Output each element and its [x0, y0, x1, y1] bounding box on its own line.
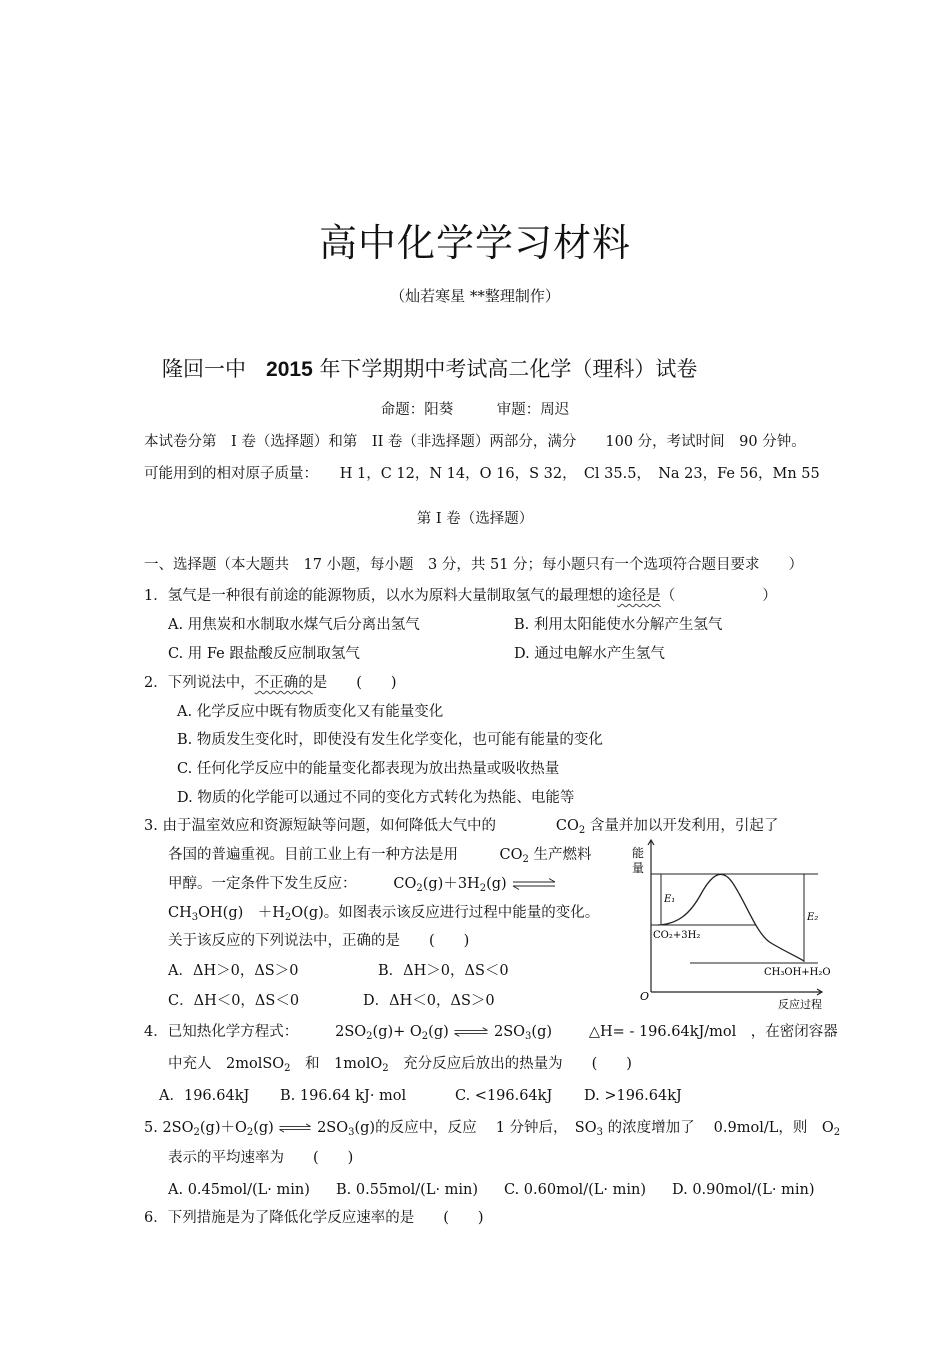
q4-so2: 2SO — [335, 1024, 367, 1040]
q1-stem-paren: （ ） — [660, 588, 777, 604]
q4-option-a: A．196.64kJ — [159, 1088, 250, 1104]
q5-o2-sub: 2 — [246, 1127, 254, 1138]
q4-line-1 — [144, 1023, 838, 1046]
q5-option-d: D. 0.90mol/(L· min) — [672, 1182, 815, 1198]
q3-reactant-end: (g) — [486, 876, 507, 892]
section1-heading: 一、选择题（本大题共 17 小题，每小题 3 分，共 51 分；每小题只有一个选项符合题目要求 ） — [144, 557, 804, 573]
energy-diagram — [626, 838, 838, 1014]
q4-enthalpy: △H= - 196.64kJ/mol ，在密闭容器 — [588, 1024, 838, 1040]
q4-so3: 2SO — [493, 1024, 526, 1040]
q3-reactant: CO — [393, 876, 417, 892]
q5-option-c: C. 0.60mol/(L· min) — [504, 1182, 646, 1198]
q5-so2-sub: 2 — [193, 1127, 200, 1138]
q3-line-3-text: 甲醇。一定条件下发生反应： — [168, 876, 357, 892]
diagram-y-label-1: 能 — [632, 846, 645, 860]
q1-option-d: D. 通过电解水产生氢气 — [514, 646, 665, 662]
q5-line-2: 表示的平均速率为 ( ) — [168, 1150, 354, 1166]
q5-equilibrium-arrow-icon — [278, 1122, 312, 1134]
diagram-e2-label: E₂ — [807, 912, 819, 923]
q3-line-2-co2: CO — [499, 847, 523, 863]
q4-line-2-mid: 和 1molO — [290, 1056, 383, 1072]
q4-so3-sub: 3 — [525, 1031, 532, 1042]
q3-reactant-sub: 2 — [416, 883, 423, 894]
q4-option-b: B. 196.64 kJ· mol — [280, 1088, 407, 1104]
part1-title: 第 I 卷（选择题） — [416, 511, 534, 527]
diagram-e1-label: E₁ — [664, 894, 676, 905]
q3-product-h2-sub: 2 — [284, 912, 292, 923]
q4-line-2-sub1: 2 — [284, 1063, 291, 1074]
document-title: 高中化学学习材料 — [318, 221, 631, 265]
q5-so3: 2SO — [317, 1120, 349, 1136]
q6-stem: 6．下列措施是为了降低化学反应速率的是 ( ) — [144, 1210, 484, 1226]
q3-line-2-rest: 生产燃料 — [528, 847, 592, 863]
q4-equilibrium-arrow-icon — [453, 1026, 489, 1038]
q3-line-1-rest: 含量并加以开发利用，引起了 — [585, 818, 779, 834]
q5-o2: (g)＋O — [199, 1120, 247, 1136]
equilibrium-arrow-icon — [511, 878, 557, 890]
q3-h2-sub: 2 — [479, 883, 487, 894]
q4-option-d: D. >196.64kJ — [584, 1088, 682, 1104]
q5-line-1-rest: 的浓度增加了 0.9mol/L，则 O — [602, 1120, 834, 1136]
q3-option-a: A．ΔH＞0，ΔS＞0 — [168, 963, 299, 979]
q1-option-c: C. 用 Fe 跟盐酸反应制取氢气 — [168, 646, 360, 662]
q3-reactant-mid: (g)＋3H — [422, 876, 480, 892]
q3-option-c: C．ΔH＜0，ΔS＜0 — [168, 993, 300, 1009]
q3-line-4 — [168, 904, 599, 927]
atomic-masses: 可能用到的相对原子质量： H 1，C 12，N 14，O 16，S 32， Cl 35.5， Na 23，Fe 56，Mn 55 — [144, 466, 820, 482]
q1-stem — [144, 587, 777, 605]
q1-option-b: B. 利用太阳能使水分解产生氢气 — [514, 617, 723, 633]
q3-product-ch3: CH — [168, 905, 192, 921]
q5-so2: 5. 2SO — [144, 1120, 194, 1136]
exam-title — [162, 353, 697, 383]
exam-authors: 命题：阳葵 审题：周迟 — [380, 402, 570, 418]
diagram-y-label-2: 量 — [632, 861, 645, 875]
q4-o2-state: (g) — [428, 1024, 449, 1040]
q5-o2-state: (g) — [253, 1120, 274, 1136]
q2-option-a: A. 化学反应中既有物质变化又有能量变化 — [177, 704, 444, 720]
diagram-products-label: CH₃OH+H₂O — [764, 967, 831, 978]
q3-line-5: 关于该反应的下列说法中，正确的是 ( ) — [168, 933, 470, 949]
q5-option-b: B. 0.55mol/(L· min) — [336, 1182, 479, 1198]
q2-option-d: D. 物质的化学能可以通过不同的变化方式转化为热能、电能等 — [177, 790, 575, 806]
q1-stem-emphasis: 途径是 — [617, 588, 661, 604]
q4-so2-sub: 2 — [366, 1031, 373, 1042]
q2-stem — [144, 674, 397, 692]
q3-line-2-text: 各国的普遍重视。目前工业上有一种方法是用 — [168, 847, 458, 863]
q2-stem-emphasis: 不正确的 — [254, 675, 313, 691]
q3-product-ch3-sub: 3 — [191, 912, 199, 923]
exam-title-rest: 年下学期期中考试高二化学（理科）试卷 — [319, 357, 698, 381]
q3-option-b: B．ΔH＞0，ΔS＜0 — [378, 963, 509, 979]
diagram-x-label: 反应过程 — [778, 998, 822, 1011]
q2-stem-paren: 是 ( ) — [312, 675, 397, 691]
document-subtitle: （灿若寒星 **整理制作） — [390, 287, 560, 305]
q2-option-b: B. 物质发生变化时，即使没有发生化学变化，也可能有能量的变化 — [177, 732, 603, 748]
q4-line-2-rest: 充分反应后放出的热量为 ( ) — [388, 1056, 632, 1072]
q4-o2-sub: 2 — [421, 1031, 429, 1042]
q1-option-a: A. 用焦炭和水制取水煤气后分离出氢气 — [168, 617, 420, 633]
q2-stem-text: 2．下列说法中， — [144, 675, 255, 691]
q3-product-mid: OH(g) ＋H — [198, 905, 285, 921]
q4-o2: (g)+ O — [372, 1024, 422, 1040]
diagram-origin-label: O — [640, 990, 650, 1003]
q4-line-2 — [168, 1055, 632, 1078]
q3-line-3 — [168, 875, 557, 898]
exam-school: 隆回一中 — [162, 357, 246, 381]
q4-option-c: C. <196.64kJ — [455, 1088, 553, 1104]
q4-so3-state: (g) — [531, 1024, 553, 1040]
q4-stem: 4．已知热化学方程式： — [144, 1024, 299, 1040]
q1-stem-text: 1．氢气是一种很有前途的能源物质，以水为原料大量制取氢气的最理想的 — [144, 588, 618, 604]
q5-so3-sub: 3 — [348, 1127, 355, 1138]
diagram-energy-curve — [658, 874, 804, 961]
exam-intro: 本试卷分第 I 卷（选择题）和第 II 卷（非选择题）两部分，满分 100 分，考试时间 90 分钟。 — [144, 434, 806, 450]
q3-line-2-co2-sub: 2 — [522, 854, 529, 865]
q3-line-2 — [168, 846, 591, 869]
q2-option-c: C. 任何化学反应中的能量变化都表现为放出热量或吸收热量 — [177, 761, 560, 777]
q5-o2-sub-2: 2 — [833, 1127, 841, 1138]
q4-line-2-sub2: 2 — [382, 1063, 389, 1074]
q3-line-4-rest: O(g)。如图表示该反应进行过程中能量的变化。 — [291, 905, 600, 921]
q3-line-1 — [144, 817, 778, 840]
q3-co2-sub: 2 — [578, 825, 586, 836]
q5-so3-sub-2: 3 — [596, 1127, 603, 1138]
q3-option-d: D．ΔH＜0，ΔS＞0 — [363, 993, 495, 1009]
q3-co2: CO — [555, 818, 579, 834]
q5-line-1 — [144, 1119, 840, 1142]
q4-line-2-text: 中充人 2molSO — [168, 1056, 285, 1072]
q5-line-1-mid: (g)的反应中，反应 1 分钟后， SO — [354, 1120, 597, 1136]
q3-line-1-text: 3. 由于温室效应和资源短缺等问题，如何降低大气中的 — [144, 818, 496, 834]
q5-option-a: A. 0.45mol/(L· min) — [168, 1182, 310, 1198]
diagram-reactants-label: CO₂+3H₂ — [653, 930, 701, 941]
exam-year: 2015 — [266, 358, 313, 381]
